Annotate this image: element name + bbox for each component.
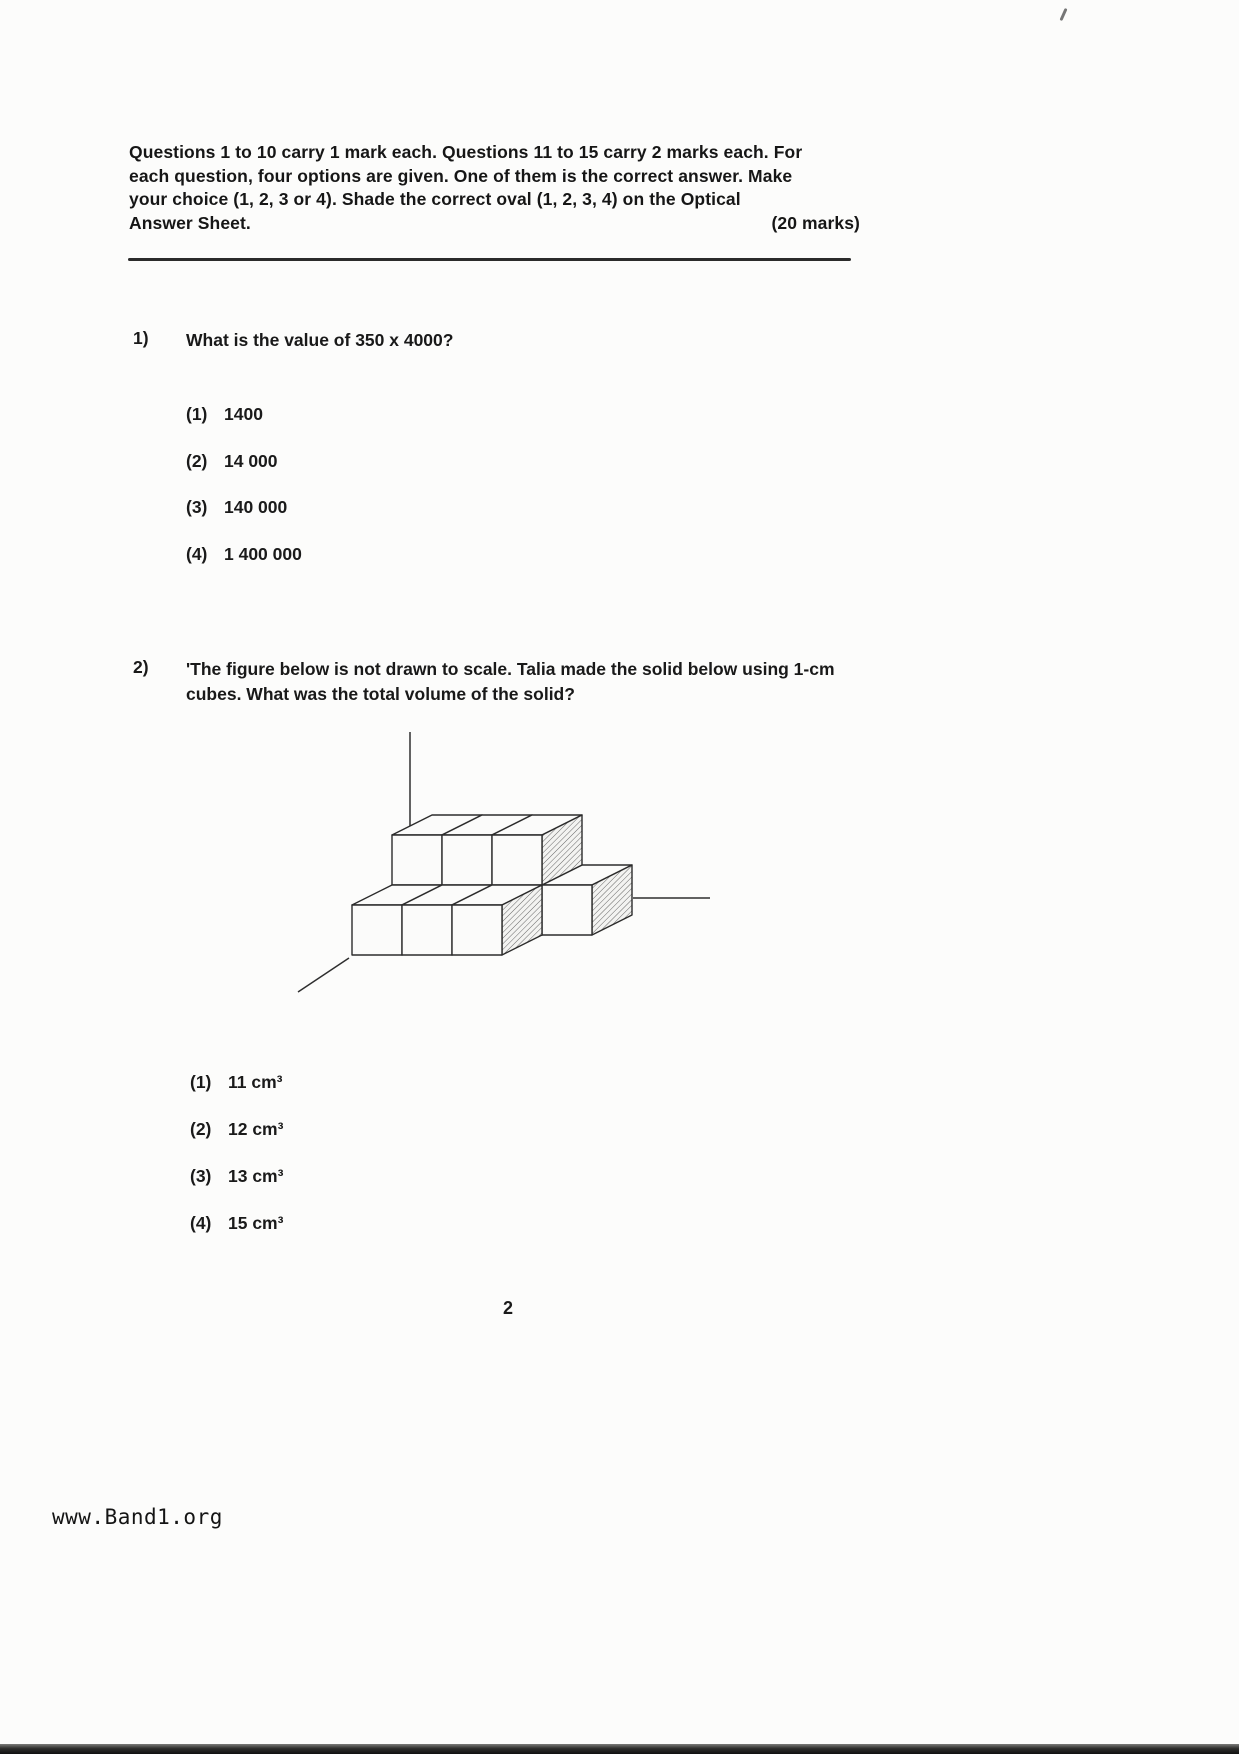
diagonal-axis-line — [298, 958, 349, 992]
instruction-line: Questions 1 to 10 carry 1 mark each. Questions 11 to 15 carry 2 marks each. For — [129, 142, 803, 162]
option-row — [190, 1072, 283, 1092]
option-label: (2) — [190, 1119, 212, 1139]
option-row — [186, 451, 302, 471]
watermark-url: www.Band1.org — [52, 1505, 223, 1529]
question-text: What is the value of 350 x 4000? — [186, 330, 454, 350]
cube-faces — [352, 815, 632, 955]
option-label: (1) — [190, 1072, 212, 1092]
option-row — [186, 544, 302, 564]
option-value: 13 cm³ — [228, 1166, 284, 1186]
option-value: 14 000 — [224, 450, 278, 471]
option-row — [186, 497, 302, 517]
cube-front-row — [352, 885, 542, 955]
instruction-line: each question, four options are given. One of them is the correct answer. Make — [129, 165, 793, 186]
question-1-options — [186, 404, 302, 590]
question-number: 1) — [133, 328, 149, 348]
cube-solid-figure — [292, 730, 712, 1015]
cube-solid-svg — [292, 730, 712, 1015]
option-row — [190, 1166, 283, 1186]
option-label: (3) — [190, 1166, 212, 1186]
separator-rule — [128, 258, 851, 261]
option-value: 15 cm³ — [228, 1213, 284, 1233]
option-row — [190, 1119, 283, 1139]
option-value: 12 cm³ — [228, 1119, 284, 1139]
option-label: (4) — [186, 543, 208, 564]
option-label: (3) — [186, 497, 208, 517]
marks-label: (20 marks) — [771, 212, 860, 233]
question-text: 'The figure below is not drawn to scale. Talia made the solid below using 1-cm cubes. What was the total volume of the solid? — [186, 659, 835, 704]
instructions-block — [129, 141, 860, 235]
page-number: 2 — [502, 1298, 513, 1318]
option-label: (2) — [186, 450, 208, 471]
option-value: 1 400 000 — [224, 543, 302, 564]
instruction-line: your choice (1, 2, 3 or 4). Shade the correct oval (1, 2, 3, 4) on the Optical — [129, 189, 741, 210]
option-value: 1400 — [224, 404, 263, 424]
scan-artifact — [1059, 8, 1067, 21]
instruction-line — [129, 212, 860, 236]
question-2-options — [190, 1072, 283, 1260]
option-label: (4) — [190, 1213, 212, 1233]
instruction-line-text: Answer Sheet. — [129, 212, 251, 233]
question-2 — [133, 657, 863, 707]
cube-top-row — [392, 815, 582, 885]
option-row — [186, 404, 302, 424]
option-label: (1) — [186, 404, 208, 424]
question-1 — [133, 328, 873, 353]
question-number: 2) — [133, 657, 149, 677]
option-value: 11 cm³ — [228, 1072, 283, 1092]
option-row — [190, 1213, 283, 1233]
option-value: 140 000 — [224, 497, 288, 517]
scan-bottom-edge — [0, 1744, 1239, 1754]
